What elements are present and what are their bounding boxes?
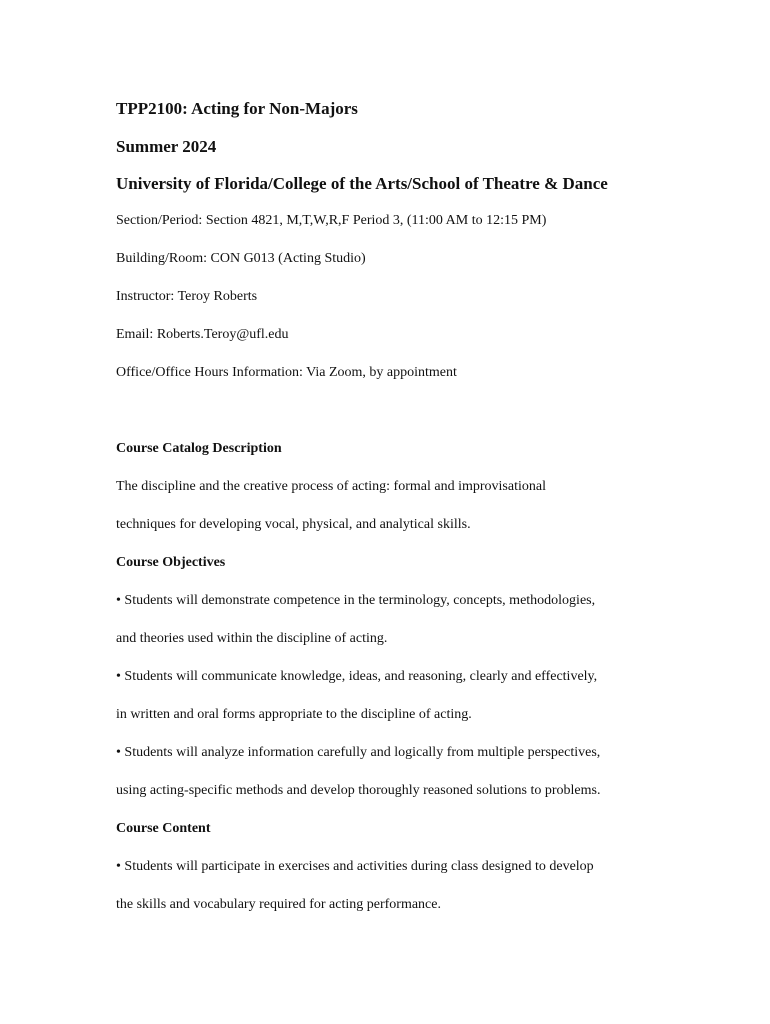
objective-item-line: in written and oral forms appropriate to the discipline of acting. (116, 707, 472, 722)
catalog-text-line: techniques for developing vocal, physical, and analytical skills. (116, 517, 471, 532)
objective-item-line: • Students will analyze information carefully and logically from multiple perspectives, (116, 745, 601, 760)
objective-item-line: using acting-specific methods and develop thoroughly reasoned solutions to problems. (116, 783, 601, 798)
catalog-heading: Course Catalog Description (116, 441, 282, 456)
term-heading: Summer 2024 (116, 137, 217, 156)
course-title: TPP2100: Acting for Non-Majors (116, 99, 358, 118)
institution-heading: University of Florida/College of the Arts/School of Theatre & Dance (116, 174, 608, 193)
objectives-heading: Course Objectives (116, 555, 226, 570)
content-heading: Course Content (116, 821, 211, 836)
objective-item-line: and theories used within the discipline of acting. (116, 631, 388, 646)
instructor-text: Instructor: Teroy Roberts (116, 289, 258, 304)
objective-item-line: • Students will demonstrate competence in the terminology, concepts, methodologies, (116, 593, 596, 608)
email-text: Email: Roberts.Teroy@ufl.edu (116, 327, 289, 342)
building-room-text: Building/Room: CON G013 (Acting Studio) (116, 251, 366, 266)
office-hours-text: Office/Office Hours Information: Via Zoom, by appointment (116, 365, 457, 380)
content-item-line: the skills and vocabulary required for acting performance. (116, 897, 441, 912)
objective-item-line: • Students will communicate knowledge, ideas, and reasoning, clearly and effectively, (116, 669, 598, 684)
catalog-text-line: The discipline and the creative process of acting: formal and improvisational (116, 479, 546, 494)
content-item-line: • Students will participate in exercises and activities during class designed to develop (116, 859, 594, 874)
section-period-text: Section/Period: Section 4821, M,T,W,R,F Period 3, (11:00 AM to 12:15 PM) (116, 213, 547, 228)
